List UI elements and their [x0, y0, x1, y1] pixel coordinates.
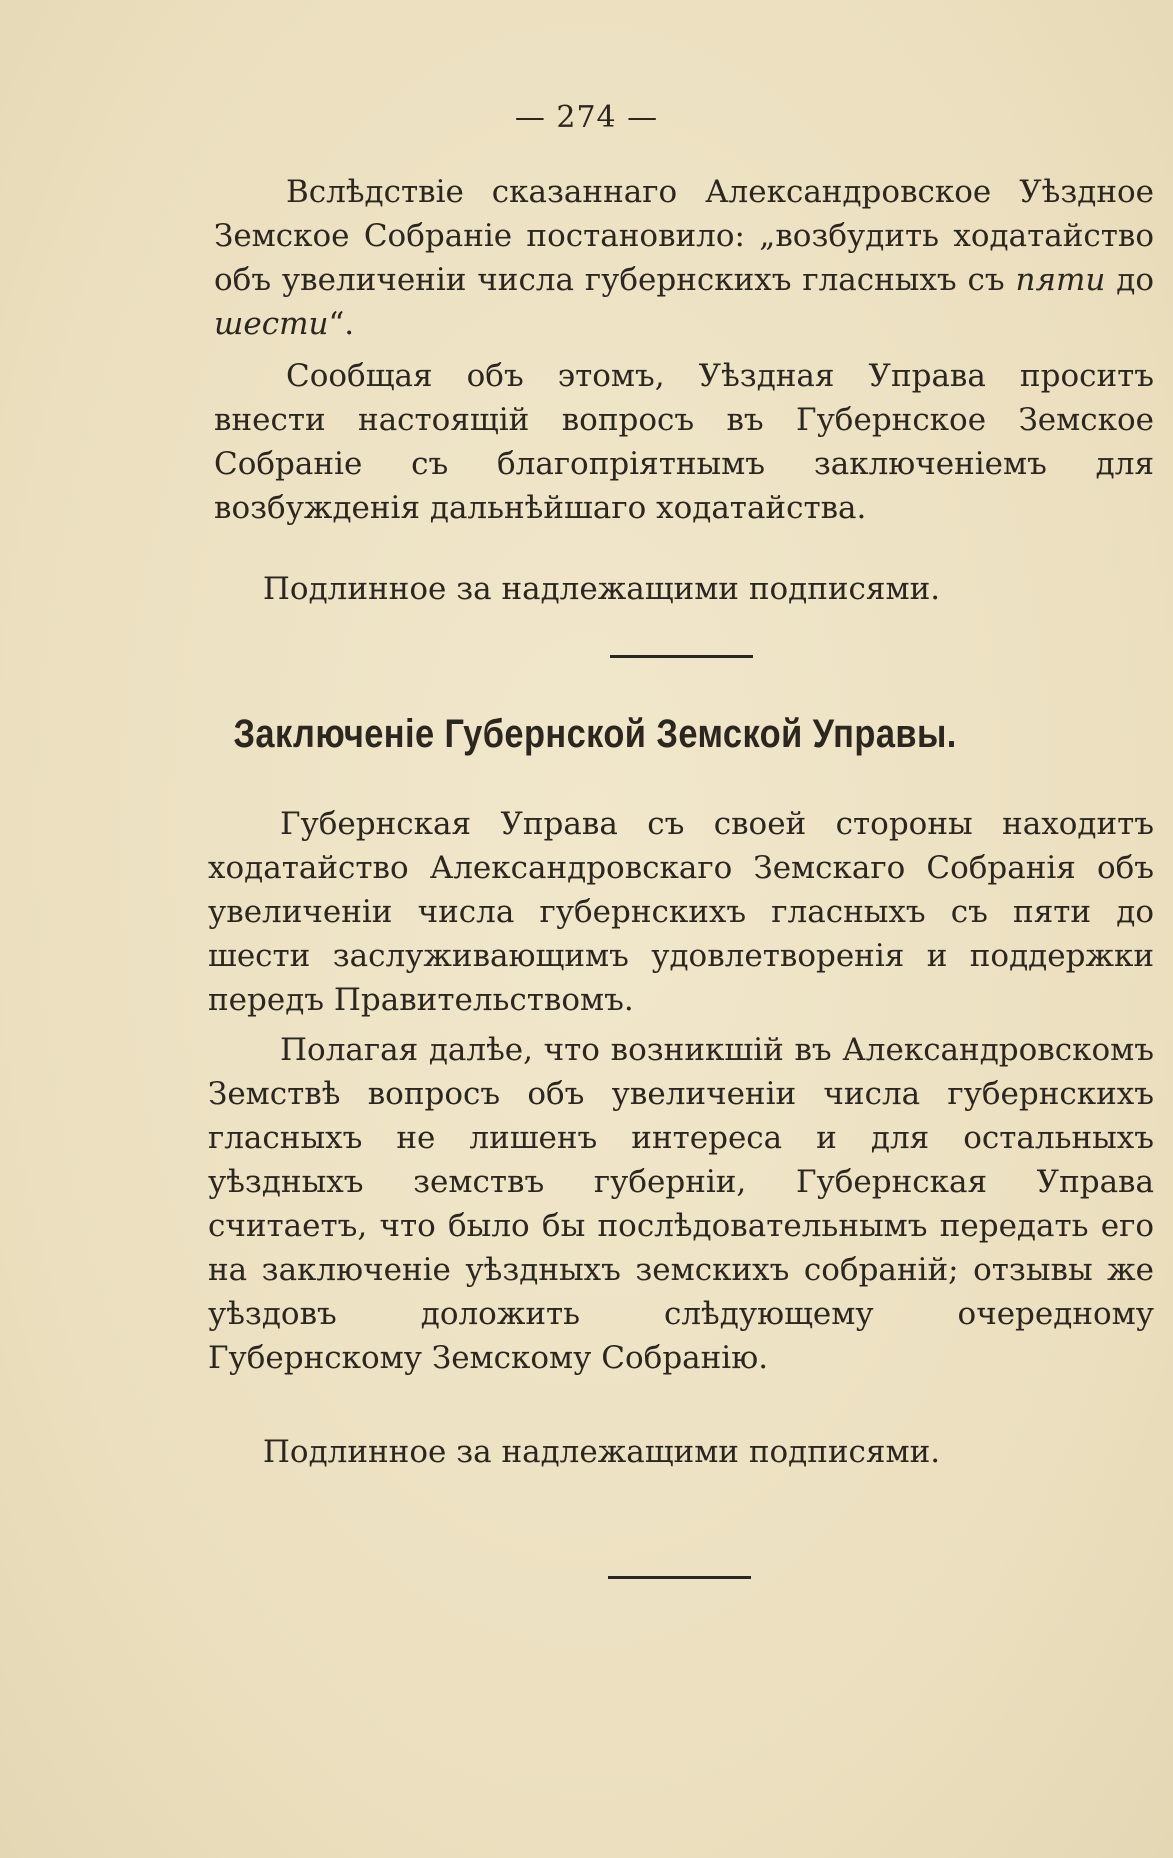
paragraph-resolution	[214, 170, 1154, 346]
paragraph-resolution-mid: до	[1105, 262, 1155, 298]
section2-body	[208, 802, 1154, 1380]
paragraph-resolution-end: “.	[328, 306, 355, 342]
paragraph-conclusion: Губернская Управа съ своей стороны находитъ ходатайство Александровскаго Земскаго Собранія объ увеличеніи числа губернскихъ гласныхъ съ пяти до шести заслуживающимъ удовлетворенія и поддержки передъ Правительствомъ.	[208, 806, 1154, 1018]
section1-body	[214, 170, 1154, 530]
section-heading: Заключеніе Губернской Земской Управы.	[233, 712, 957, 756]
divider-rule-1	[610, 655, 753, 658]
paragraph-request: Сообщая объ этомъ, Уѣздная Управа проситъ внести настоящій вопросъ въ Губернское Земское Собраніе съ благопріятнымъ заключеніемъ для возбужденія дальнѣйшаго ходатайства.	[214, 358, 1154, 526]
signature-line-1: Подлинное за надлежащими подписями.	[262, 571, 941, 607]
italic-word-shesti: шести	[214, 306, 329, 342]
italic-word-pyati: пяти	[1015, 262, 1106, 298]
divider-rule-2	[608, 1576, 751, 1579]
paragraph-resolution-text: Вслѣдствіе сказаннаго Александровское Уѣздное Земское Собраніе постановило: „возбудить ходатайство объ увеличеніи числа губернскихъ гласныхъ съ	[214, 174, 1154, 298]
paragraph-proposal: Полагая далѣе, что возникшій въ Александровскомъ Земствѣ вопросъ объ увеличеніи числа губернскихъ гласныхъ не лишенъ интереса и для остальныхъ уѣздныхъ земствъ губерніи, Губернская Управа считаетъ, что было бы послѣдовательнымъ передать его на заключеніе уѣздныхъ земскихъ собраній; отзывы же уѣздовъ доложить слѣдующему очередному Губернскому Земскому Собранію.	[208, 1032, 1154, 1376]
signature-line-2: Подлинное за надлежащими подписями.	[262, 1434, 941, 1470]
page-number: — 274 —	[514, 100, 659, 135]
